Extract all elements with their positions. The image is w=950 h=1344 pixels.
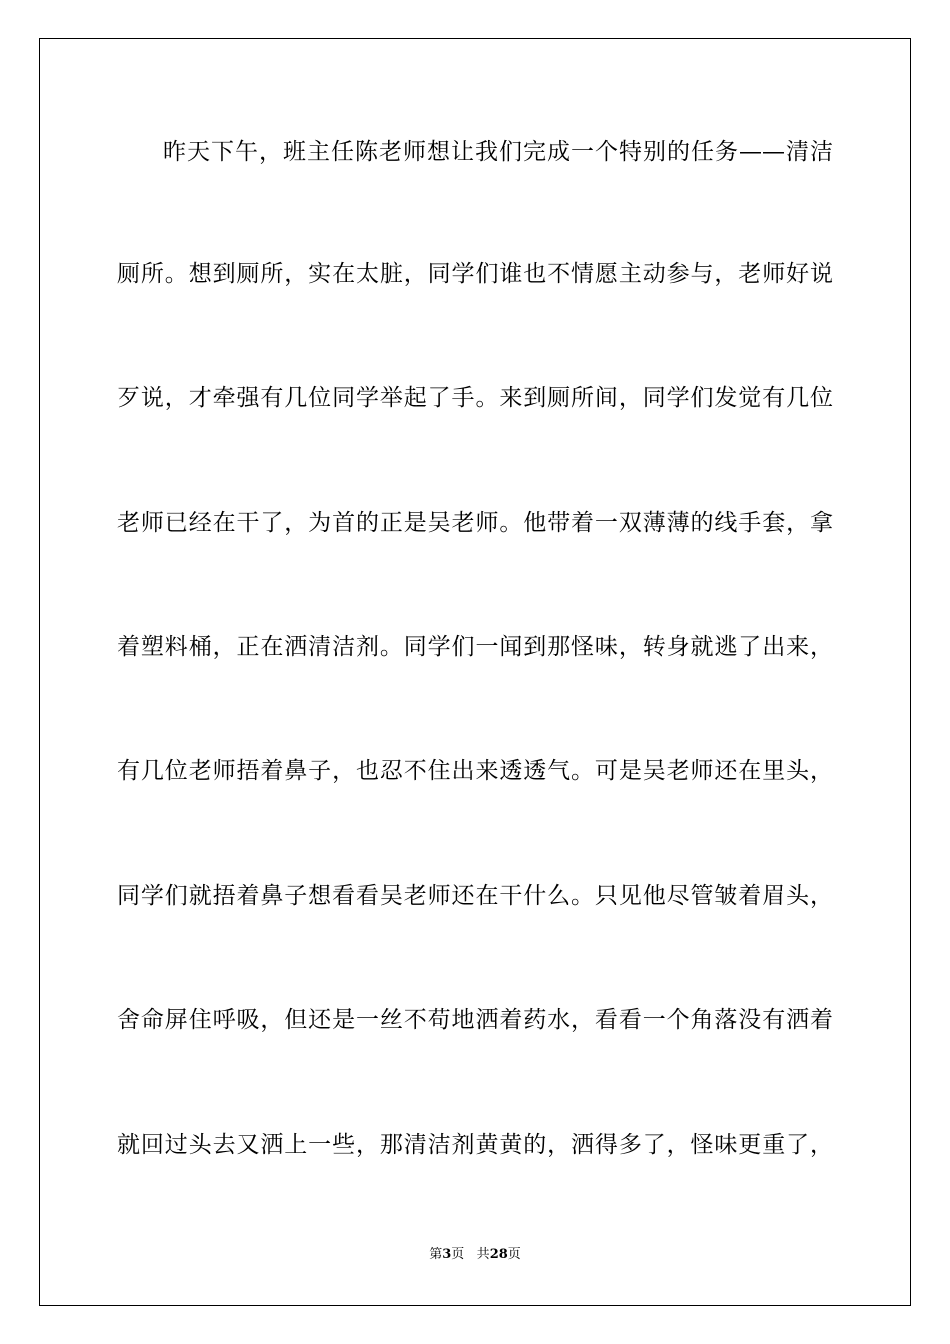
- paragraph-line-7: 同学们就捂着鼻子想看看吴老师还在干什么。只见他尽管皱着眉头，: [117, 883, 833, 909]
- paragraph-line-6: 有几位老师捂着鼻子，也忍不住出来透透气。可是吴老师还在里头，: [117, 758, 833, 784]
- footer-total-suffix: 页: [507, 1247, 521, 1262]
- footer-page-suffix: 页: [451, 1247, 465, 1262]
- paragraph-line-3: 歹说，才牵强有几位同学举起了手。来到厕所间，同学们发觉有几位: [117, 385, 833, 411]
- paragraph-line-8: 舍命屏住呼吸，但还是一丝不苟地洒着药水，看看一个角落没有洒着: [117, 1007, 833, 1033]
- paragraph-line-5: 着塑料桶，正在洒清洁剂。同学们一闻到那怪味，转身就逃了出来，: [117, 634, 833, 660]
- footer-total-pages: 28: [489, 1247, 508, 1262]
- paragraph-line-1: 昨天下午，班主任陈老师想让我们完成一个特别的任务——清洁: [163, 139, 833, 165]
- paragraph-line-4: 老师已经在干了，为首的正是吴老师。他带着一双薄薄的线手套，拿: [117, 510, 833, 536]
- footer-total-prefix: 共: [476, 1247, 490, 1262]
- footer-page-prefix: 第: [429, 1247, 443, 1262]
- footer-page-number: 3: [442, 1247, 452, 1262]
- page-border: [39, 38, 911, 1306]
- paragraph-line-2: 厕所。想到厕所，实在太脏，同学们谁也不情愿主动参与，老师好说: [117, 261, 833, 287]
- page-footer: [0, 1246, 950, 1264]
- paragraph-line-9: 就回过头去又洒上一些，那清洁剂黄黄的，洒得多了，怪味更重了，: [117, 1132, 833, 1158]
